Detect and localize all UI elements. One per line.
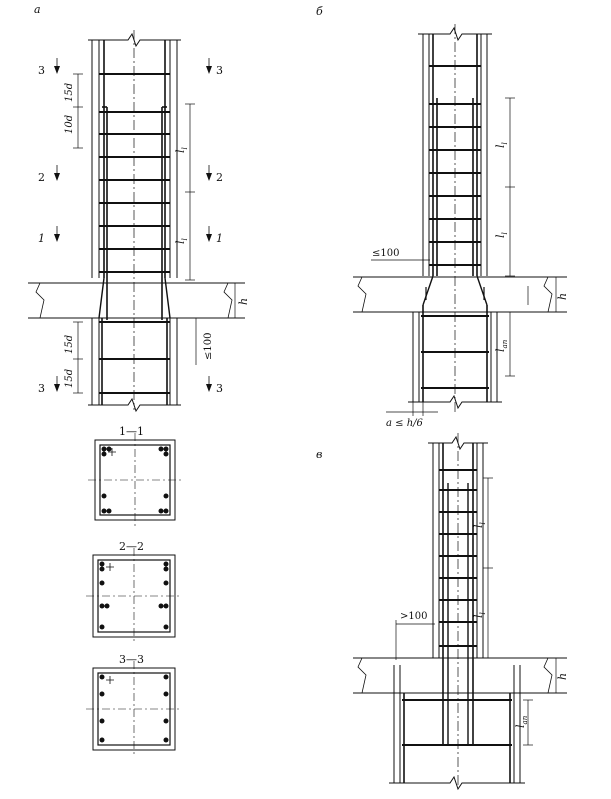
panel-a-dimensions (73, 74, 240, 393)
lap-length-label: $l_l$ (174, 238, 189, 244)
section-2-2-title: 2—2 (119, 540, 144, 553)
dim-10d-label: 10d (64, 114, 75, 134)
cross-sections (86, 425, 182, 757)
section-3-3-title: 3—3 (119, 653, 144, 666)
slab-height-label: h (237, 297, 250, 305)
dim-gt100-label: >100 (400, 611, 428, 622)
cut-2-label: 2 (38, 171, 45, 184)
section-3-3 (86, 653, 182, 757)
panel-a-lower-column (88, 318, 181, 411)
dim-15d-label: 15d (64, 334, 75, 354)
panel-a (28, 3, 250, 411)
lap-length-label: $l_l$ (174, 147, 189, 153)
cut-3-label: 3 (38, 64, 45, 77)
lap-length-label: $l_l$ (494, 232, 509, 238)
lap-length-label: $l_l$ (494, 142, 509, 148)
dim-le100-label: ≤100 (203, 332, 214, 360)
panel-b-dimensions (371, 98, 561, 416)
dim-15d-label: 15d (64, 368, 75, 388)
cut-3-label: 3 (38, 382, 45, 395)
anchor-length-label: $l_{an}$ (514, 715, 529, 728)
panel-v-letter: в (316, 448, 323, 461)
lap-length-label: $l_l$ (472, 522, 487, 528)
section-2-2 (86, 540, 182, 644)
anchor-length-label: $l_{an}$ (494, 339, 509, 352)
panel-v-upper-column (428, 433, 488, 785)
slab-height-label: h (556, 292, 569, 300)
dim-15d-label: 15d (64, 82, 75, 102)
cut-1-label: 1 (216, 232, 223, 245)
panel-v (316, 433, 569, 789)
offset-a-label: a ≤ h/6 (386, 418, 423, 429)
panel-a-letter: а (34, 3, 41, 16)
cut-2-label: 2 (216, 171, 223, 184)
dim-le100-label: ≤100 (372, 248, 400, 259)
panel-a-slab (28, 278, 245, 318)
panel-v-dimension-text (400, 522, 569, 728)
panel-v-ties (402, 470, 512, 745)
panel-v-lower-column (389, 665, 525, 789)
lap-length-label: $l_l$ (472, 612, 487, 618)
panel-b (316, 5, 569, 429)
panel-b-letter: б (316, 5, 323, 18)
cut-1-label: 1 (38, 232, 45, 245)
panel-v-slab (353, 658, 567, 693)
cut-3-label: 3 (216, 382, 223, 395)
slab-height-label: h (556, 672, 569, 680)
panel-b-slab (353, 276, 567, 312)
panel-b-dimension-text (372, 142, 569, 429)
section-1-1 (88, 425, 182, 527)
section-1-1-title: 1—1 (119, 425, 144, 438)
cut-3-label: 3 (216, 64, 223, 77)
panel-a-ties (99, 74, 170, 393)
